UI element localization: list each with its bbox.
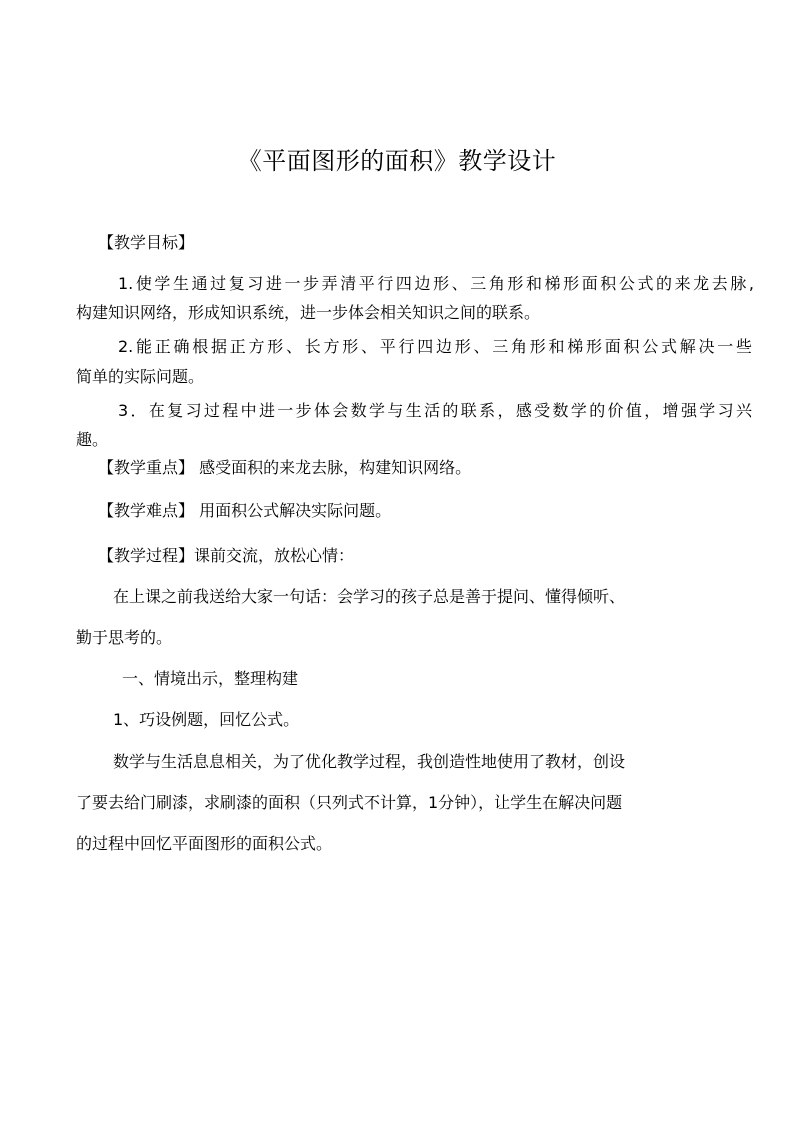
objective-1-line-1: 1.使学生通过复习进一步弄清平行四边形、三角形和梯形面积公式的来龙去脉, — [118, 274, 754, 293]
document-title: 《平面图形的面积》教学设计 — [237, 147, 557, 175]
paragraph-line-2: 了要去给门刷漆，求刷漆的面积（只列式不计算，1分钟），让学生在解决问题 — [76, 793, 623, 812]
objectives-heading: 【教学目标】 — [98, 233, 195, 252]
paragraph-line-3: 的过程中回忆平面图形的面积公式。 — [76, 834, 333, 853]
objective-2-line-2: 简单的实际问题。 — [76, 367, 205, 386]
section-1-heading: 一、情境出示，整理构建 — [122, 669, 299, 688]
process-heading: 【教学过程】课前交流，放松心情： — [98, 546, 355, 565]
key-point: 【教学重点】 感受面积的来龙去脉，构建知识网络。 — [98, 458, 472, 477]
objective-3-line-2: 趣。 — [76, 430, 109, 449]
intro-line-1: 在上课之前我送给大家一句话：会学习的孩子总是善于提问、懂得倾听、 — [113, 587, 626, 606]
difficulty: 【教学难点】 用面积公式解决实际问题。 — [98, 501, 392, 520]
objective-2-line-1: 2.能正确根据正方形、长方形、平行四边形、三角形和梯形面积公式解决一些 — [118, 337, 752, 356]
intro-line-2: 勤于思考的。 — [76, 628, 173, 647]
subsection-1-heading: 1、巧设例题，回忆公式。 — [113, 710, 300, 729]
paragraph-line-1: 数学与生活息息相关，为了优化教学过程，我创造性地使用了教材，创设 — [113, 752, 626, 771]
objective-1-line-2: 构建知识网络，形成知识系统，进一步体会相关知识之间的联系。 — [76, 303, 541, 322]
objective-3-line-1: 3．在复习过程中进一步体会数学与生活的联系，感受数学的价值，增强学习兴 — [118, 401, 752, 420]
